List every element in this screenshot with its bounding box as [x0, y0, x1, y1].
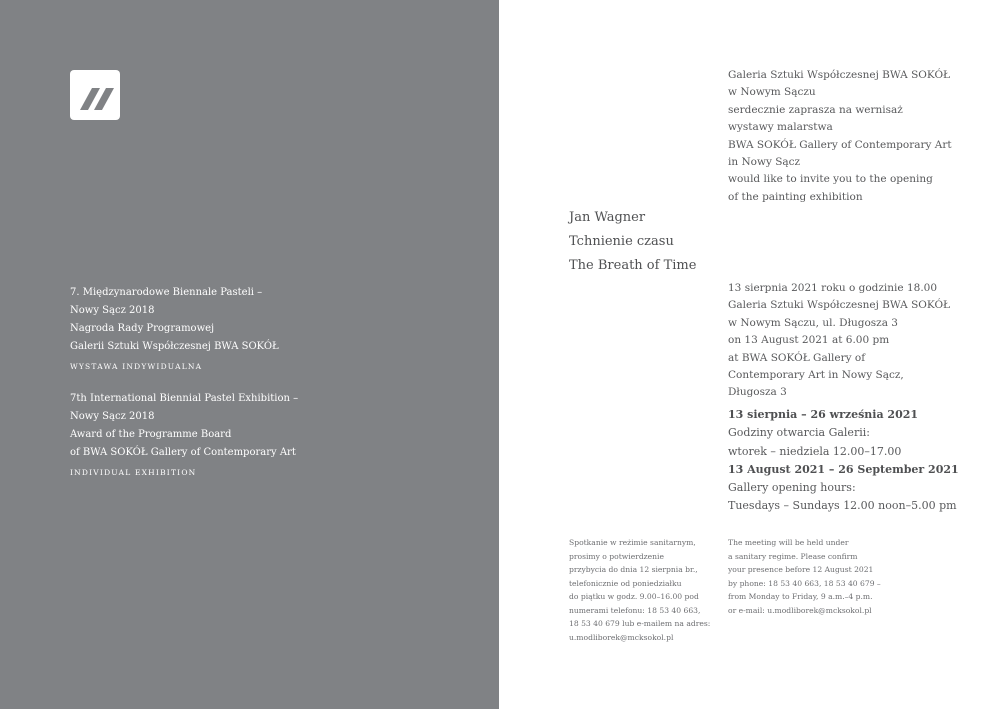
invite-line: wystawy malarstwa	[728, 121, 833, 134]
note-line: Spotkanie w reżimie sanitarnym,	[569, 538, 696, 547]
note-email: or e-mail: u.modliborek@mcksokol.pl	[728, 605, 872, 615]
invite-line: in Nowy Sącz	[728, 156, 801, 169]
note-line: 18 53 40 679 lub e-mailem na adres:	[569, 619, 711, 628]
invite-line: of the painting exhibition	[728, 190, 863, 203]
award-en-line: Nowy Sącz 2018	[70, 411, 155, 422]
award-pl-line: Nowy Sącz 2018	[70, 305, 155, 316]
note-email: u.modliborek@mcksokol.pl	[569, 632, 674, 642]
opening-line: Długosza 3	[728, 386, 787, 399]
note-line: prosimy o potwierdzenie	[569, 551, 664, 561]
note-line: by phone: 18 53 40 663, 18 53 40 679 –	[728, 578, 881, 588]
award-pl-line: 7. Międzynarodowe Biennale Pasteli –	[70, 287, 263, 298]
note-line: przybycia do dnia 12 sierpnia br.,	[569, 565, 698, 574]
award-en-line: 7th International Biennial Pastel Exhibition –	[70, 393, 299, 404]
opening-line: Contemporary Art in Nowy Sącz,	[728, 369, 904, 382]
hours-en: Tuesdays – Sundays 12.00 noon–5.00 pm	[728, 499, 957, 513]
invitation-text	[728, 67, 952, 206]
note-line: a sanitary regime. Please confirm	[728, 551, 858, 561]
note-line: from Monday to Friday, 9 a.m.–4 p.m.	[728, 592, 873, 601]
exhibition-type-en: INDIVIDUAL EXHIBITION	[70, 468, 197, 477]
artist-name: Jan Wagner	[569, 210, 646, 225]
opening-line: Galeria Sztuki Współczesnej BWA SOKÓŁ	[728, 299, 951, 312]
note-line: numerami telefonu: 18 53 40 663,	[569, 605, 701, 615]
opening-line: on 13 August 2021 at 6.00 pm	[728, 334, 890, 347]
award-en-line: Award of the Programme Board	[70, 429, 232, 440]
exhibition-title-en: The Breath of Time	[569, 258, 697, 273]
hours-label-pl: Godziny otwarcia Galerii:	[728, 426, 870, 440]
artist-block	[569, 206, 696, 278]
invite-line: Galeria Sztuki Współczesnej BWA SOKÓŁ	[728, 69, 951, 81]
award-info	[70, 284, 310, 482]
award-en-line: of BWA SOKÓŁ Gallery of Contemporary Art	[70, 447, 296, 458]
hours-pl: wtorek – niedziela 12.00–17.00	[728, 444, 902, 458]
double-slash-logo-icon	[70, 70, 120, 120]
note-line: do piątku w godz. 9.00–16.00 pod	[569, 592, 699, 601]
right-panel	[499, 0, 1000, 709]
left-panel	[0, 0, 499, 709]
date-range-pl: 13 sierpnia – 26 września 2021	[728, 408, 919, 421]
invite-line: serdecznie zaprasza na wernisaż	[728, 103, 903, 116]
opening-line: w Nowym Sączu, ul. Długosza 3	[728, 316, 898, 329]
exhibition-dates	[728, 406, 959, 516]
note-line: telefonicznie od poniedziałku	[569, 578, 682, 588]
invite-line: BWA SOKÓŁ Gallery of Contemporary Art	[728, 138, 952, 151]
exhibition-type-pl: WYSTAWA INDYWIDUALNA	[70, 362, 203, 371]
invite-line: would like to invite you to the opening	[728, 173, 933, 186]
note-line: The meeting will be held under	[728, 538, 849, 547]
note-line: your presence before 12 August 2021	[728, 565, 874, 574]
exhibition-title-pl: Tchnienie czasu	[569, 234, 674, 249]
hours-label-en: Gallery opening hours:	[728, 481, 856, 495]
date-range-en: 13 August 2021 – 26 September 2021	[728, 462, 959, 476]
rsvp-note-pl	[569, 536, 710, 644]
award-pl-line: Galerii Sztuki Współczesnej BWA SOKÓŁ	[70, 341, 279, 352]
opening-line: 13 sierpnia 2021 roku o godzinie 18.00	[728, 282, 938, 294]
opening-line: at BWA SOKÓŁ Gallery of	[728, 351, 866, 364]
rsvp-note-en	[728, 536, 881, 617]
opening-details	[728, 280, 950, 402]
invite-line: w Nowym Sączu	[728, 86, 816, 99]
award-pl-line: Nagroda Rady Programowej	[70, 323, 215, 334]
